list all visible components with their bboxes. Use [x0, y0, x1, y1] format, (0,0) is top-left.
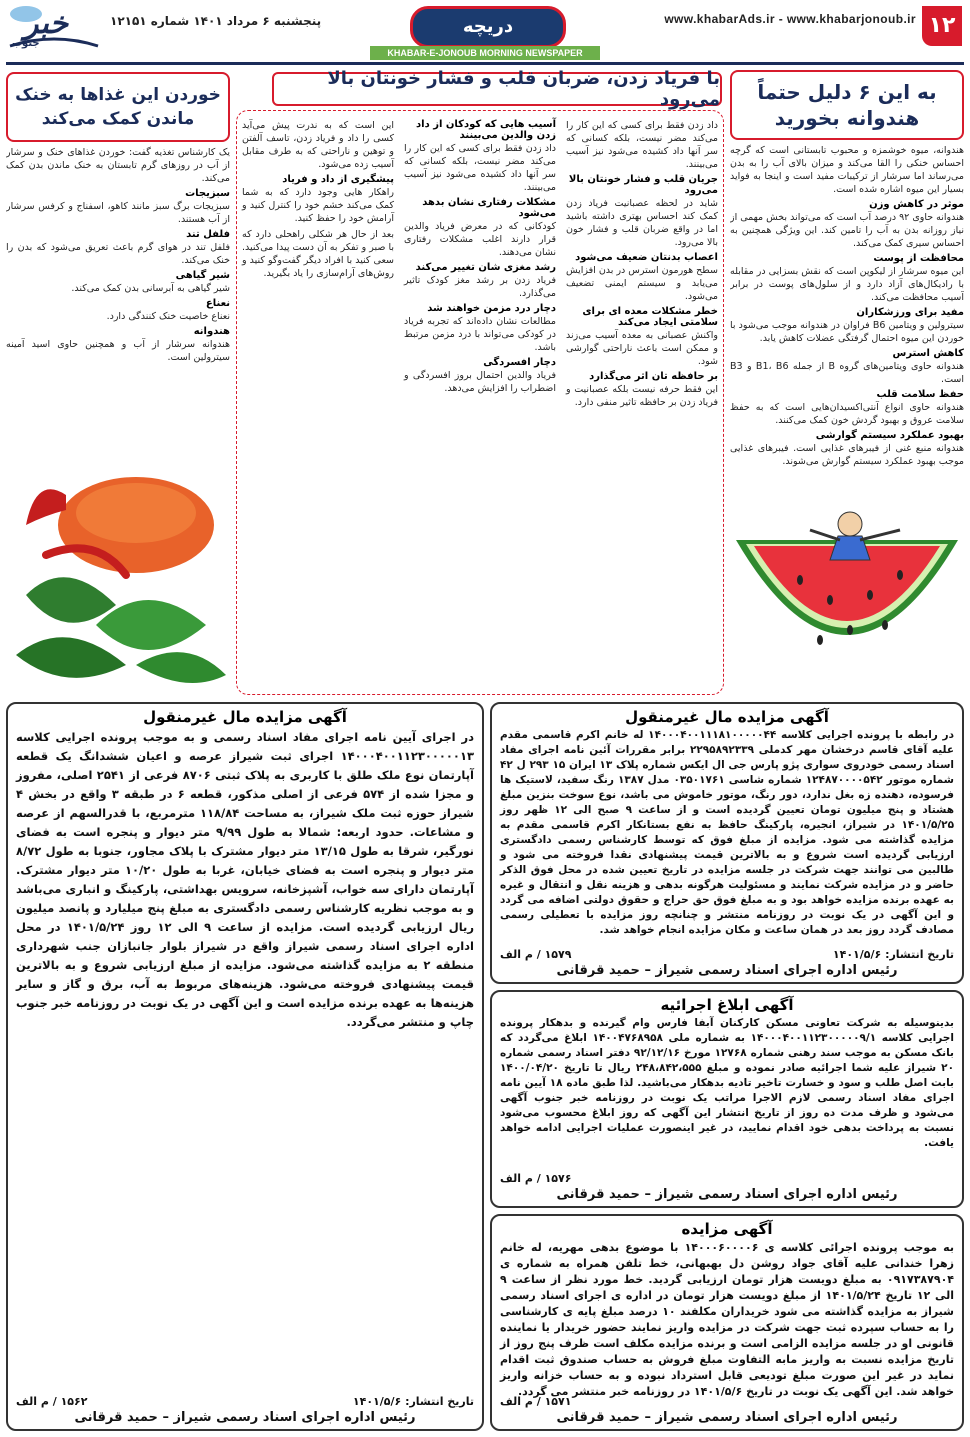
middle-sub-heading: اعصاب بدنتان ضعیف می‌شود	[575, 252, 718, 263]
middle-column-3	[242, 116, 394, 412]
middle-sub-heading: آسیب هایی که کودکان از داد زدن والدین می‌بینند	[416, 119, 556, 141]
ad-title: آگهی مزایده مال غیرمنقول	[625, 708, 829, 726]
middle-column-1	[566, 116, 718, 412]
ad-text: به موجب پرونده اجرائی کلاسه ی ۱۴۰۰۰۶۰۰۰۰۶ با موضوع بدهی مهریه، له خانم زهرا خندانی علیه آقای جواد روشن دل بهبهانی، خط تلفن همراه به شماره ی ۰۹۱۷۳۸۷۹۰۴ به مبلغ دویست هزار تومان ارزیابی گردید. خط مورد نظر از ساعت ۹ الی ۱۲ تاریخ ۱۴۰۱/۵/۲۴ از مبلغ دویست هزار تومان در اداره ی اجرای اسناد رسمی شیراز به مزایده گذاشته می شود خریداران مکلفند ۱۰ درصد مبلغ پایه ی کارشناسی را به حساب سپرده ثبت جهت شرکت در مزایده واریز نمایند حضور خریدار یا نماینده قانونی او در جلسه مزایده الزامی است و برنده مزایده مکلف است ظرف پنج روز از تاریخ مزایده نسبت به واریز مابه التفاوت مبلغ فروش به حساب صندوق ثبت اقدام نماید در غیر این صورت مبلغ تودیعی قابل استرداد نبوده و به حساب خزانه واریز خواهد شد. این آگهی یک نوبت در تاریخ ۱۴۰۱/۵/۶ در روزنامه خبر منتشر می گردد.	[500, 1241, 954, 1398]
middle-sub-text: مطالعات نشان داده‌اند که تجربه فریاد در کودکی می‌تواند با درد مزمن مرتبط باشد.	[404, 316, 556, 353]
tagline-bar: KHABAR-E-JONOUB MORNING NEWSPAPER	[370, 46, 600, 60]
right-sub-heading: کاهش استرس	[892, 348, 964, 359]
ad-publish-date: تاریخ انتشار: ۱۴۰۱/۵/۶	[832, 948, 954, 961]
auction-ad-apartment	[6, 702, 484, 1431]
right-sub-text: این میوه سرشار از لیکوپن است که نقش بسزایی در مقابله با رادیکال‌های آزاد دارد و از سلول‌های پوست در برابر آسیب محافظت می‌کند.	[730, 266, 964, 303]
middle-sub-heading: بر حافظه تان اثر می‌گذارد	[589, 371, 718, 382]
left-article-title-box	[6, 72, 230, 142]
masthead	[0, 0, 970, 64]
middle-sub-text: داد زدن فقط برای کسی که این کار را می‌کند مضر نیست، بلکه کسانی که سر آنها داد کشیده می‌شود نیز آسیب می‌بینند.	[404, 143, 556, 193]
left-sub-heading: نعناع	[205, 298, 230, 309]
dateline: پنجشنبه ۶ مرداد ۱۴۰۱ شماره ۱۲۱۵۱	[110, 14, 322, 28]
middle-sub-heading: خطر مشکلات معده ای برای سلامتی ایجاد می‌کند	[582, 306, 718, 328]
watermelon-illustration	[730, 500, 964, 695]
right-sub-text: هندوانه حاوی ویتامین‌های گروه B از جمله B1، B6 و B3 است.	[730, 361, 964, 385]
middle-sub-heading: مشکلات رفتاری نشان بدهد می‌شود	[422, 197, 556, 219]
logo-word: خبر	[24, 6, 69, 41]
ad-signature: رئیس اداره اجرای اسناد رسمی شیراز – حمید قرقانی	[556, 1187, 898, 1202]
middle-sub-text: شاید در لحظه عصبانیت فریاد زدن کمک کند احساس بهتری داشته باشید اما در واقع ضربان قلب و فشار خون بالا می‌رود.	[566, 198, 718, 248]
page-number: ۱۲	[922, 6, 962, 46]
middle-sub-text: داد زدن فقط برای کسی که این کار را می‌کند مضر نیست، بلکه کسانی که سر آنها داد کشیده می‌شود نیز آسیب می‌بینند.	[566, 120, 718, 170]
right-article-body	[730, 144, 964, 519]
spinach-pepper-icon	[6, 435, 230, 695]
right-sub-heading: محافظت از پوست	[873, 253, 964, 264]
logo-sub: جنوب	[12, 38, 40, 49]
right-sub-text: هندوانه حاوی ۹۲ درصد آب است که می‌تواند بخش مهمی از نیاز روزانه بدن به آب را تامین کند. این ویژگی همچنین به احساس سیری کمک می‌کند.	[730, 212, 964, 249]
middle-article-title-box	[272, 68, 722, 110]
middle-sub-text: کودکانی که در معرض فریاد والدین قرار دارند اغلب مشکلات رفتاری نشان می‌دهند.	[404, 221, 556, 258]
right-sub-text: هندوانه منبع غنی از فیبرهای غذایی است. فیبرهای غذایی موجب بهبود عملکرد سیستم گوارش می‌شوند.	[730, 443, 964, 467]
right-sub-heading: مفید برای ورزشکاران	[856, 307, 964, 318]
middle-sub-heading: پیشگیری از داد و فریاد	[282, 174, 394, 185]
left-sub-text: نعناع خاصیت خنک کنندگی دارد.	[106, 311, 230, 322]
right-sub-heading: موثر در کاهش وزن	[869, 199, 964, 210]
ad-text: بدینوسیله به شرکت تعاونی مسکن کارکنان آبفا فارس وام گیرنده و بدهکار پرونده اجرایی کلاسه ۱۴۰۰۰۴۰۰۱۱۲۳۰۰۰۰۰۹/۱ به شماره ملی ۱۴۰۰۴۷۶۸۹۵۸ ابلاغ می‌گردد که بانک مسکن به موجب سند رهنی شماره ۱۲۷۶۸ مورخ ۹۲/۱۲/۱۶ دفتر اسناد رسمی شماره ۲۰ شیراز علیه شما اجرائیه صادر نموده و مبلغ ۲۴۸،۸۴۲،۵۵۵ ریال تا تاریخ ۱۴۰۰/۰۴/۲۰ بابت اصل طلب و سود و خسارت تاخیر تادیه بدهکار می‌باشید. لذا طبق ماده ۱۸ آیین نامه اجرای مفاد اسناد رسمی لازم الاجرا مراتب یک نوبت در روزنامه خبر جنوب آگهی می‌شود و ظرف مدت ده روز از تاریخ انتشار این آگهی که روز ابلاغ محسوب می‌شود نسبت به پرداخت بدهی خود اقدام نمایید، در غیر اینصورت عملیات اجرایی ادامه خواهد یافت.	[500, 1017, 955, 1149]
right-sub-heading: حفظ سلامت قلب	[876, 389, 964, 400]
auction-ad-phone-line	[490, 1214, 964, 1431]
site-urls[interactable]: www.khabarAds.ir - www.khabarjonoub.ir	[664, 12, 916, 26]
middle-sub-text: این است که به ندرت پیش می‌آید کسی را داد و فریاد زدن، تاسف آلفتن و توهین و ناراحتی که به طرف مقابل آسیب زده می‌شود.	[242, 120, 394, 170]
left-article-intro: یک کارشناس تغذیه گفت: خوردن غذاهای خنک و سرشار از آب در روزهای گرم تابستان به خنک ماندن بدن کمک می‌کند.	[6, 147, 230, 184]
middle-article-title: با فریاد زدن، ضربان قلب و فشار خونتان بالا می‌رود	[327, 68, 720, 110]
spice-and-spinach-photo	[6, 435, 230, 695]
left-sub-text: شیر گیاهی به آبرسانی بدن کمک می‌کند.	[71, 283, 230, 294]
middle-sub-heading: دچار درد مزمن خواهند شد	[427, 303, 556, 314]
right-sub-text: سیترولین و ویتامین B6 فراوان در هندوانه موجب می‌شود با خوردن این میوه احتمال گرفتگی عضلات کاهش یابد.	[730, 320, 964, 344]
middle-sub-text: راهکار هایی وجود دارد که به شما کمک می‌کند خشم خود را کنترل کنید و آرامش خود را حفظ کنید.	[242, 187, 394, 224]
middle-sub-text: فریاد زدن بر رشد مغز کودک تاثیر می‌گذارد.	[404, 275, 556, 299]
section-label: دریچه	[410, 6, 566, 48]
ad-publish-date: تاریخ انتشار: ۱۴۰۱/۵/۶	[352, 1395, 474, 1408]
left-sub-heading: هندوانه	[193, 326, 230, 337]
right-sub-text: هندوانه حاوی انواع آنتی‌اکسیدان‌هایی است که به حفظ سلامت عروق و بهبود گردش خون کمک می‌کنند.	[730, 402, 964, 426]
left-sub-heading: سبزیجات	[185, 188, 230, 199]
middle-sub-text: بعد از حال هر شکلی راهحلی دارد که با صبر و تفکر به آن دست پیدا می‌کنید. سعی کنید با افراد دیگر گفت‌وگو کنید و روش‌های آرام‌سازی را یاد بگیرید.	[242, 229, 394, 279]
ad-footer	[500, 948, 954, 978]
left-sub-heading: شیر گیاهی	[175, 270, 230, 281]
middle-sub-text: واکنش عصبانی به معده آسیب می‌زند و ممکن است باعث ناراحتی گوارشی شود.	[566, 330, 718, 367]
ad-signature: رئیس اداره اجرای اسناد رسمی شیراز – حمید قرقانی	[556, 1410, 898, 1425]
ad-title: آگهی مزایده مال غیرمنقول	[143, 708, 347, 726]
middle-sub-heading: رشد مغزی شان تغییر می‌کند	[415, 262, 556, 273]
ad-signature: رئیس اداره اجرای اسناد رسمی شیراز – حمید قرقانی	[74, 1410, 416, 1425]
middle-sub-text: سطح هورمون استرس در بدن افزایش می‌یابد و سیستم ایمنی تضعیف می‌شود.	[565, 265, 718, 302]
middle-sub-text: این فقط حرفه نیست بلکه عصبانیت و فریاد زدن بر حافظه تاثیر منفی دارد.	[566, 384, 718, 408]
left-sub-heading: فلفل تند	[186, 229, 230, 240]
ad-code: ۱۵۶۲ / م الف	[16, 1395, 88, 1408]
middle-column-2	[404, 116, 556, 412]
watermelon-icon	[730, 500, 964, 695]
right-article-title: به این ۶ دلیل حتماً هندوانه بخورید	[757, 80, 937, 130]
left-article-body	[6, 146, 230, 431]
ad-code: ۱۵۷۱ / م الف	[500, 1395, 572, 1408]
masthead-divider	[6, 62, 964, 65]
right-sub-heading: بهبود عملکرد سیستم گوارشی	[815, 430, 964, 441]
right-article-title-box	[730, 70, 964, 140]
ad-footer	[500, 1172, 954, 1202]
middle-article-body	[236, 110, 724, 695]
left-article-title: خوردن این غذاها به خنک ماندن کمک می‌کند	[15, 85, 221, 129]
ad-title: آگهی مزایده	[681, 1220, 773, 1238]
auction-ad-vehicle	[490, 702, 964, 984]
middle-sub-heading: جریان قلب و فشار خونتان بالا می‌رود	[568, 174, 718, 196]
left-sub-text: سبزیجات برگ سبز مانند کاهو، اسفناج و کرفس سرشار از آب هستند.	[6, 201, 230, 225]
middle-sub-text: فریاد والدین احتمال بروز افسردگی و اضطراب را افزایش می‌دهد.	[404, 370, 556, 394]
middle-sub-heading: دچار افسردگی	[483, 357, 556, 368]
ad-footer	[500, 1395, 954, 1425]
ad-title: آگهی ابلاغ اجرائیه	[660, 996, 794, 1014]
ad-signature: رئیس اداره اجرای اسناد رسمی شیراز – حمید قرقانی	[556, 963, 898, 978]
left-sub-text: فلفل تند در هوای گرم باعث تعریق می‌شود که بدن را خنک می‌کند.	[6, 242, 230, 266]
ad-text: در اجرای آیین نامه اجرای مفاد اسناد رسمی و به موجب پرونده اجرایی کلاسه ۱۴۰۰۰۴۰۰۱۱۲۳۰۰۰۰۰۱۳ اجرای ثبت شیراز عرصه و اعیان ششدانگ یک قطعه آپارتمان نوع ملک طلق با کاربری به پلاک ثبتی ۸۷۰۶ فرعی از ۲۵۴۱ اصلی، مفروز و مجزا شده از ۵۷۴ فرعی از اصلی مذکور، قطعه ۶ در طبقه ۳ واقع در بخش ۴ شیراز حوزه ثبت ملک شیراز، به مساحت ۱۱۸/۸۴ مترمربع، با قدرالسهم از عرصه و مشاعات. حدود اربعه: شمالا به طول ۹/۹۹ متر دیوار و پنجره است به فضای نورگیر، شرقا به طول ۱۳/۱۵ متر دیوار مشترک با پلاک مجاور، جنوبا به طول ۸/۷۲ متر دیوار و پنجره است به فضای خیابان، غربا به طول ۱۰/۲۰ متر دیوار مشترک. آپارتمان دارای سه خواب، آشپزخانه، سرویس بهداشتی، پارکینگ و انباری می‌باشد و به موجب نظریه کارشناس رسمی دادگستری به مبلغ پنج میلیارد و پانصد میلیون ریال ارزیابی گردیده است. مزایده از ساعت ۹ الی ۱۲ روز ۱۴۰۱/۵/۲۴ در محل اداره اجرای اسناد رسمی شیراز واقع در شیراز بلوار جانبازان جنب شهرداری منطقه ۲ به مزایده گذاشته می‌شود. مزایده از مبلغ ارزیابی شروع و به بالاترین قیمت پیشنهادی فروخته می‌شود. هزینه‌های مربوط به آب، برق و گاز و سایر هزینه‌ها به عهده برنده مزایده است و این آگهی در یک نوبت در روزنامه خبر جنوب چاپ و منتشر می‌گردد.	[16, 730, 475, 1029]
ad-code: ۱۵۷۹ / م الف	[500, 948, 572, 961]
ad-footer	[16, 1395, 474, 1425]
newspaper-logo	[6, 2, 102, 54]
left-sub-text: هندوانه سرشار از آب و همچنین حاوی اسید آمینه سیترولین است.	[6, 339, 230, 363]
enforcement-notice-ad	[490, 990, 964, 1208]
ad-text: در رابطه با پرونده اجرایی کلاسه ۱۴۰۰۰۴۰۰۱۱۱۸۱۰۰۰۰۰۴۴ له خانم اکرم قاسمی مقدم علیه آقای قاسم درخشان مهر کدملی ۲۲۹۵۸۹۲۳۳۹ برابر مقررات آئین نامه اجرای مفاد اسناد رسمی خودروی سواری پژو پارس جی ال ایکس شماره پلاک ۱۳ ایران ۱۵ ۲۹۳ ل ۴۲ شماره موتور ۱۲۴۸۷۰۰۰۰۵۴۲ شماره شاسی ۰۳۵۰۱۷۶۱ مدل ۱۳۸۷ رنگ سفید، لاستیک ها فرسوده، دهنده زه بغل ندارد، دور رنگ، موتور خاموش می باشد، نوع سوخت بنزین مبلغ هشتاد و پنج میلیون تومان تعیین گردیده است و از ساعت ۹ صبح الی ۱۲ ظهر روز ۱۴۰۱/۵/۲۵ در شیراز، انجیره، پارکینگ حافظ به نفع بستانکار اکرم قاسمی مقدم به مزایده گذاشته می شود. مزایده از مبلغ فوق که توسط کارشناس رسمی دادگستری ارزیابی گردیده است شروع و به بالاترین قیمت پیشنهادی نقدا فروخته می شود و طالبین می توانند جهت شرکت در جلسه مزایده در تاریخ تعیین شده در محل فوق الذکر حاضر و در مزایده شرکت نمایند و مسئولیت هرگونه بدهی و هزینه نقل و انتقال و غیره به عهده برنده مزایده خواهد بود و به مبلغ فوق حق حراج و حقوق دولتی اضافه می گردد و این آگهی در یک نوبت در روزنامه منتشر و چنانچه روز مزایده با تعطیلی رسمی مصادف گردد روز بعد در همان ساعت و مکان مزایده انجام خواهد شد.	[500, 729, 955, 936]
right-article-intro: هندوانه، میوه خوشمزه و محبوب تابستانی است که گرچه احساس خنکی را القا می‌کند و میزان بالای آب را به بدن می‌رساند اما سرشار از ترکیبات مفید است و اینجا به فواید بسیار این میوه اشاره شده است.	[730, 145, 964, 195]
ad-code: ۱۵۷۶ / م الف	[500, 1172, 572, 1185]
